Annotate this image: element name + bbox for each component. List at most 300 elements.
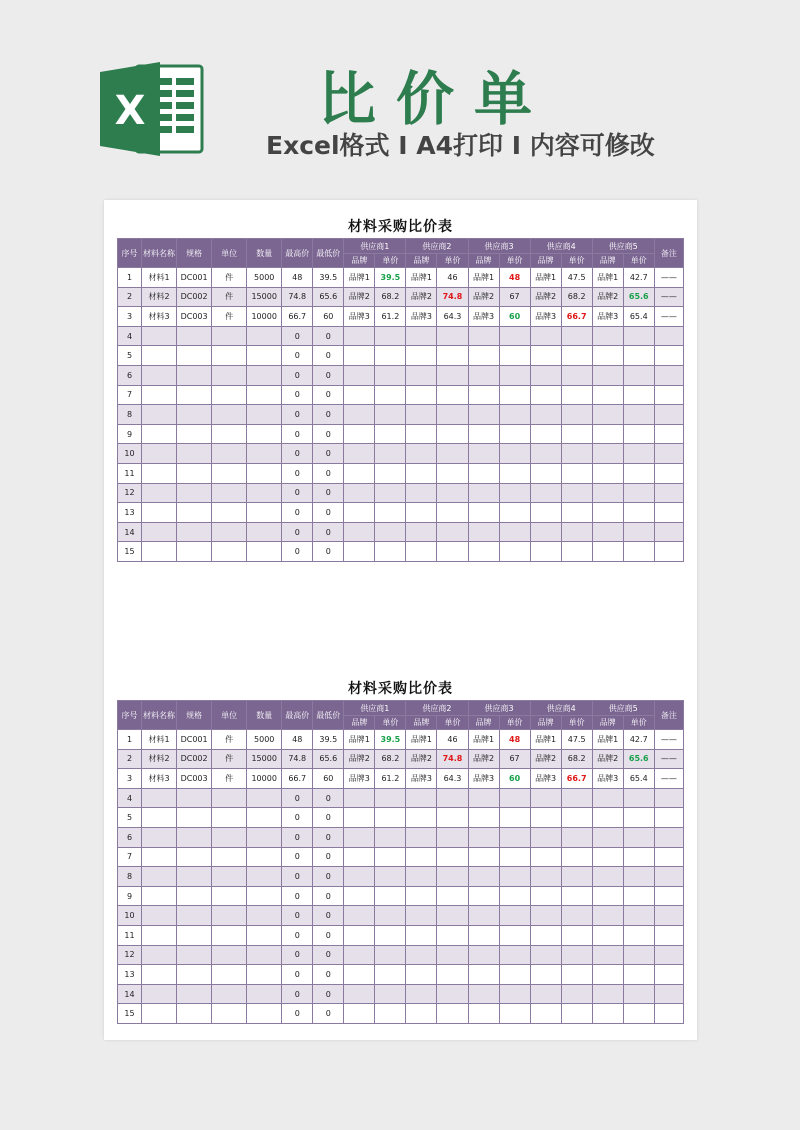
price-cell [623, 906, 654, 926]
table-row [118, 867, 684, 887]
max-price: 0 [282, 827, 313, 847]
brand-header: 品牌 [406, 254, 437, 268]
min-price: 65.6 [313, 287, 344, 307]
unit [212, 483, 247, 503]
brand-header: 品牌 [406, 716, 437, 730]
table-row [118, 788, 684, 808]
price-cell [623, 1004, 654, 1024]
max-price: 0 [282, 483, 313, 503]
brand-cell: 品牌2 [592, 287, 623, 307]
price-cell [623, 483, 654, 503]
price-cell: 61.2 [375, 307, 406, 327]
max-price: 0 [282, 867, 313, 887]
price-cell [561, 886, 592, 906]
price-comparison-table [117, 238, 684, 562]
unit [212, 1004, 247, 1024]
price-header: 单价 [623, 716, 654, 730]
brand-cell: 品牌3 [344, 769, 375, 789]
price-cell [375, 827, 406, 847]
brand-cell [406, 385, 437, 405]
price-cell [375, 326, 406, 346]
brand-cell [592, 984, 623, 1004]
price-cell [623, 945, 654, 965]
column-header: 最低价 [313, 701, 344, 730]
brand-cell [344, 906, 375, 926]
price-cell [375, 945, 406, 965]
brand-cell [530, 984, 561, 1004]
supplier-header: 供应商3 [468, 239, 530, 254]
brand-cell [468, 463, 499, 483]
brand-cell [344, 788, 375, 808]
unit [212, 326, 247, 346]
brand-cell: 品牌3 [468, 769, 499, 789]
price-cell [499, 788, 530, 808]
max-price: 66.7 [282, 307, 313, 327]
quantity [247, 326, 282, 346]
price-cell [375, 847, 406, 867]
price-cell [499, 1004, 530, 1024]
brand-cell [468, 925, 499, 945]
price-cell: 47.5 [561, 730, 592, 750]
material-name [142, 463, 177, 483]
quantity: 15000 [247, 287, 282, 307]
column-header: 最高价 [282, 239, 313, 268]
price-header: 单价 [437, 254, 468, 268]
brand-cell [530, 483, 561, 503]
quantity [247, 827, 282, 847]
price-cell [623, 965, 654, 985]
price-cell [623, 385, 654, 405]
spec: DC001 [177, 730, 212, 750]
brand-header: 品牌 [592, 716, 623, 730]
price-cell [375, 886, 406, 906]
price-cell: 74.8 [437, 287, 468, 307]
price-cell [561, 405, 592, 425]
spec [177, 444, 212, 464]
note-cell [654, 326, 683, 346]
spec: DC003 [177, 307, 212, 327]
brand-cell [468, 326, 499, 346]
brand-cell [530, 867, 561, 887]
price-cell [375, 365, 406, 385]
price-cell [499, 542, 530, 562]
note-cell: —— [654, 730, 683, 750]
quantity [247, 867, 282, 887]
brand-cell [344, 847, 375, 867]
material-name [142, 847, 177, 867]
max-price: 0 [282, 847, 313, 867]
price-cell [375, 424, 406, 444]
table-row [118, 1004, 684, 1024]
row-number: 2 [118, 287, 142, 307]
row-number: 1 [118, 268, 142, 288]
price-cell [623, 346, 654, 366]
price-cell: 42.7 [623, 268, 654, 288]
brand-cell: 品牌1 [530, 730, 561, 750]
brand-cell [344, 808, 375, 828]
unit: 件 [212, 730, 247, 750]
max-price: 0 [282, 405, 313, 425]
brand-cell: 品牌3 [406, 769, 437, 789]
column-header: 数量 [247, 701, 282, 730]
min-price: 60 [313, 307, 344, 327]
row-number: 9 [118, 886, 142, 906]
brand-cell [592, 886, 623, 906]
quantity [247, 1004, 282, 1024]
price-cell [499, 424, 530, 444]
unit [212, 788, 247, 808]
min-price: 0 [313, 827, 344, 847]
brand-cell [468, 886, 499, 906]
brand-cell [530, 788, 561, 808]
sheet-title: 材料采购比价表 [348, 681, 453, 697]
price-cell [623, 463, 654, 483]
price-cell [561, 867, 592, 887]
row-number: 9 [118, 424, 142, 444]
material-name [142, 965, 177, 985]
brand-cell: 品牌2 [592, 749, 623, 769]
price-cell [499, 886, 530, 906]
price-cell [437, 1004, 468, 1024]
min-price: 0 [313, 483, 344, 503]
min-price: 0 [313, 346, 344, 366]
brand-cell [344, 405, 375, 425]
max-price: 0 [282, 365, 313, 385]
brand-cell [530, 405, 561, 425]
row-number: 15 [118, 542, 142, 562]
quantity [247, 542, 282, 562]
brand-cell [468, 444, 499, 464]
brand-cell [530, 847, 561, 867]
brand-cell [406, 925, 437, 945]
material-name [142, 886, 177, 906]
sheet-title: 材料采购比价表 [348, 219, 453, 235]
price-cell [623, 925, 654, 945]
column-header: 备注 [654, 239, 683, 268]
brand-cell [406, 522, 437, 542]
brand-header: 品牌 [468, 254, 499, 268]
brand-cell [530, 906, 561, 926]
brand-cell [406, 1004, 437, 1024]
row-number: 3 [118, 307, 142, 327]
brand-cell [406, 542, 437, 562]
price-cell [437, 444, 468, 464]
brand-cell [592, 965, 623, 985]
price-cell [561, 346, 592, 366]
price-cell [499, 965, 530, 985]
brand-cell [468, 945, 499, 965]
price-cell [375, 522, 406, 542]
material-name: 材料1 [142, 730, 177, 750]
table-row [118, 405, 684, 425]
price-cell: 65.6 [623, 749, 654, 769]
brand-cell [406, 808, 437, 828]
brand-cell: 品牌3 [344, 307, 375, 327]
row-number: 6 [118, 365, 142, 385]
note-cell [654, 522, 683, 542]
brand-cell: 品牌1 [468, 268, 499, 288]
brand-cell [406, 424, 437, 444]
price-cell [623, 365, 654, 385]
brand-cell [406, 444, 437, 464]
price-cell [375, 463, 406, 483]
price-header: 单价 [561, 716, 592, 730]
price-cell: 42.7 [623, 730, 654, 750]
spec [177, 886, 212, 906]
price-cell [623, 827, 654, 847]
price-cell [561, 463, 592, 483]
price-cell [375, 444, 406, 464]
price-cell: 48 [499, 268, 530, 288]
price-cell [437, 788, 468, 808]
price-cell [375, 925, 406, 945]
note-cell: —— [654, 769, 683, 789]
price-cell: 64.3 [437, 769, 468, 789]
brand-cell [592, 847, 623, 867]
price-cell [623, 405, 654, 425]
quantity [247, 945, 282, 965]
max-price: 0 [282, 808, 313, 828]
min-price: 0 [313, 503, 344, 523]
row-number: 12 [118, 945, 142, 965]
brand-cell [592, 326, 623, 346]
spec [177, 925, 212, 945]
brand-cell [468, 503, 499, 523]
brand-cell [344, 346, 375, 366]
price-cell [375, 542, 406, 562]
comparison-sheet-1 [117, 216, 684, 562]
brand-cell: 品牌3 [592, 769, 623, 789]
unit [212, 503, 247, 523]
note-cell [654, 827, 683, 847]
price-cell [561, 808, 592, 828]
unit: 件 [212, 268, 247, 288]
max-price: 0 [282, 385, 313, 405]
material-name [142, 788, 177, 808]
unit [212, 808, 247, 828]
spec [177, 365, 212, 385]
spec [177, 385, 212, 405]
brand-cell [468, 542, 499, 562]
price-cell [623, 808, 654, 828]
column-header: 序号 [118, 701, 142, 730]
table-row [118, 886, 684, 906]
table-row [118, 827, 684, 847]
spec [177, 503, 212, 523]
material-name [142, 827, 177, 847]
brand-cell [406, 847, 437, 867]
max-price: 0 [282, 346, 313, 366]
quantity [247, 424, 282, 444]
spec [177, 847, 212, 867]
price-cell [561, 326, 592, 346]
material-name [142, 925, 177, 945]
quantity [247, 463, 282, 483]
quantity [247, 522, 282, 542]
brand-cell [592, 945, 623, 965]
brand-header: 品牌 [344, 716, 375, 730]
max-price: 66.7 [282, 769, 313, 789]
column-header: 材料名称 [142, 701, 177, 730]
table-row [118, 346, 684, 366]
price-cell [561, 424, 592, 444]
table-row [118, 749, 684, 769]
note-cell [654, 365, 683, 385]
supplier-header: 供应商2 [406, 239, 468, 254]
max-price: 0 [282, 945, 313, 965]
brand-header: 品牌 [530, 716, 561, 730]
table-row [118, 287, 684, 307]
quantity [247, 483, 282, 503]
spec: DC001 [177, 268, 212, 288]
table-row [118, 503, 684, 523]
brand-cell: 品牌2 [468, 287, 499, 307]
spec [177, 326, 212, 346]
brand-cell [530, 945, 561, 965]
brand-cell [344, 542, 375, 562]
unit [212, 984, 247, 1004]
material-name: 材料3 [142, 307, 177, 327]
max-price: 0 [282, 463, 313, 483]
brand-cell [468, 346, 499, 366]
row-number: 13 [118, 965, 142, 985]
price-cell [437, 984, 468, 1004]
min-price: 0 [313, 945, 344, 965]
price-cell [437, 522, 468, 542]
brand-cell [406, 788, 437, 808]
min-price: 65.6 [313, 749, 344, 769]
material-name [142, 503, 177, 523]
note-cell: —— [654, 268, 683, 288]
material-name [142, 424, 177, 444]
brand-cell [592, 424, 623, 444]
min-price: 0 [313, 1004, 344, 1024]
brand-cell [592, 542, 623, 562]
brand-cell [468, 808, 499, 828]
note-cell [654, 906, 683, 926]
table-row [118, 847, 684, 867]
note-cell [654, 346, 683, 366]
price-cell: 65.4 [623, 307, 654, 327]
max-price: 0 [282, 503, 313, 523]
brand-cell [344, 503, 375, 523]
unit [212, 906, 247, 926]
brand-cell [592, 827, 623, 847]
brand-cell: 品牌2 [530, 287, 561, 307]
brand-cell: 品牌2 [344, 749, 375, 769]
supplier-header: 供应商3 [468, 701, 530, 716]
min-price: 0 [313, 522, 344, 542]
brand-cell: 品牌2 [406, 749, 437, 769]
price-cell [437, 405, 468, 425]
table-row [118, 463, 684, 483]
unit [212, 463, 247, 483]
spec [177, 965, 212, 985]
price-cell [499, 522, 530, 542]
price-cell [561, 522, 592, 542]
price-cell: 60 [499, 769, 530, 789]
price-cell [437, 867, 468, 887]
brand-cell: 品牌1 [592, 730, 623, 750]
price-cell [561, 827, 592, 847]
note-cell [654, 984, 683, 1004]
max-price: 74.8 [282, 749, 313, 769]
price-cell [499, 346, 530, 366]
material-name: 材料2 [142, 287, 177, 307]
price-cell: 68.2 [561, 749, 592, 769]
brand-cell [406, 984, 437, 1004]
unit: 件 [212, 307, 247, 327]
price-cell [499, 444, 530, 464]
brand-cell [592, 906, 623, 926]
row-number: 8 [118, 405, 142, 425]
quantity [247, 788, 282, 808]
brand-cell: 品牌3 [530, 769, 561, 789]
price-cell [561, 444, 592, 464]
price-header: 单价 [375, 254, 406, 268]
unit [212, 365, 247, 385]
quantity: 5000 [247, 730, 282, 750]
brand-cell [592, 1004, 623, 1024]
brand-cell: 品牌2 [530, 749, 561, 769]
quantity [247, 965, 282, 985]
material-name [142, 542, 177, 562]
price-cell [561, 965, 592, 985]
brand-cell [530, 522, 561, 542]
min-price: 39.5 [313, 268, 344, 288]
table-row [118, 424, 684, 444]
price-cell: 47.5 [561, 268, 592, 288]
spec [177, 463, 212, 483]
note-cell: —— [654, 307, 683, 327]
brand-cell: 品牌3 [406, 307, 437, 327]
price-cell [499, 808, 530, 828]
table-row [118, 730, 684, 750]
brand-cell [592, 522, 623, 542]
brand-cell [468, 522, 499, 542]
spec [177, 788, 212, 808]
note-cell [654, 867, 683, 887]
max-price: 0 [282, 522, 313, 542]
row-number: 7 [118, 385, 142, 405]
brand-cell [468, 984, 499, 1004]
brand-cell: 品牌1 [406, 730, 437, 750]
spec [177, 522, 212, 542]
row-number: 5 [118, 346, 142, 366]
table-row [118, 444, 684, 464]
price-cell [375, 906, 406, 926]
price-cell: 39.5 [375, 730, 406, 750]
spec [177, 1004, 212, 1024]
price-cell [623, 326, 654, 346]
row-number: 3 [118, 769, 142, 789]
price-cell [437, 965, 468, 985]
quantity [247, 503, 282, 523]
material-name [142, 365, 177, 385]
brand-cell [592, 503, 623, 523]
price-header: 单价 [437, 716, 468, 730]
brand-cell [344, 365, 375, 385]
min-price: 0 [313, 542, 344, 562]
brand-cell: 品牌2 [406, 287, 437, 307]
spec [177, 984, 212, 1004]
quantity [247, 405, 282, 425]
spec: DC002 [177, 749, 212, 769]
table-row [118, 906, 684, 926]
unit [212, 522, 247, 542]
note-cell [654, 463, 683, 483]
material-name [142, 326, 177, 346]
